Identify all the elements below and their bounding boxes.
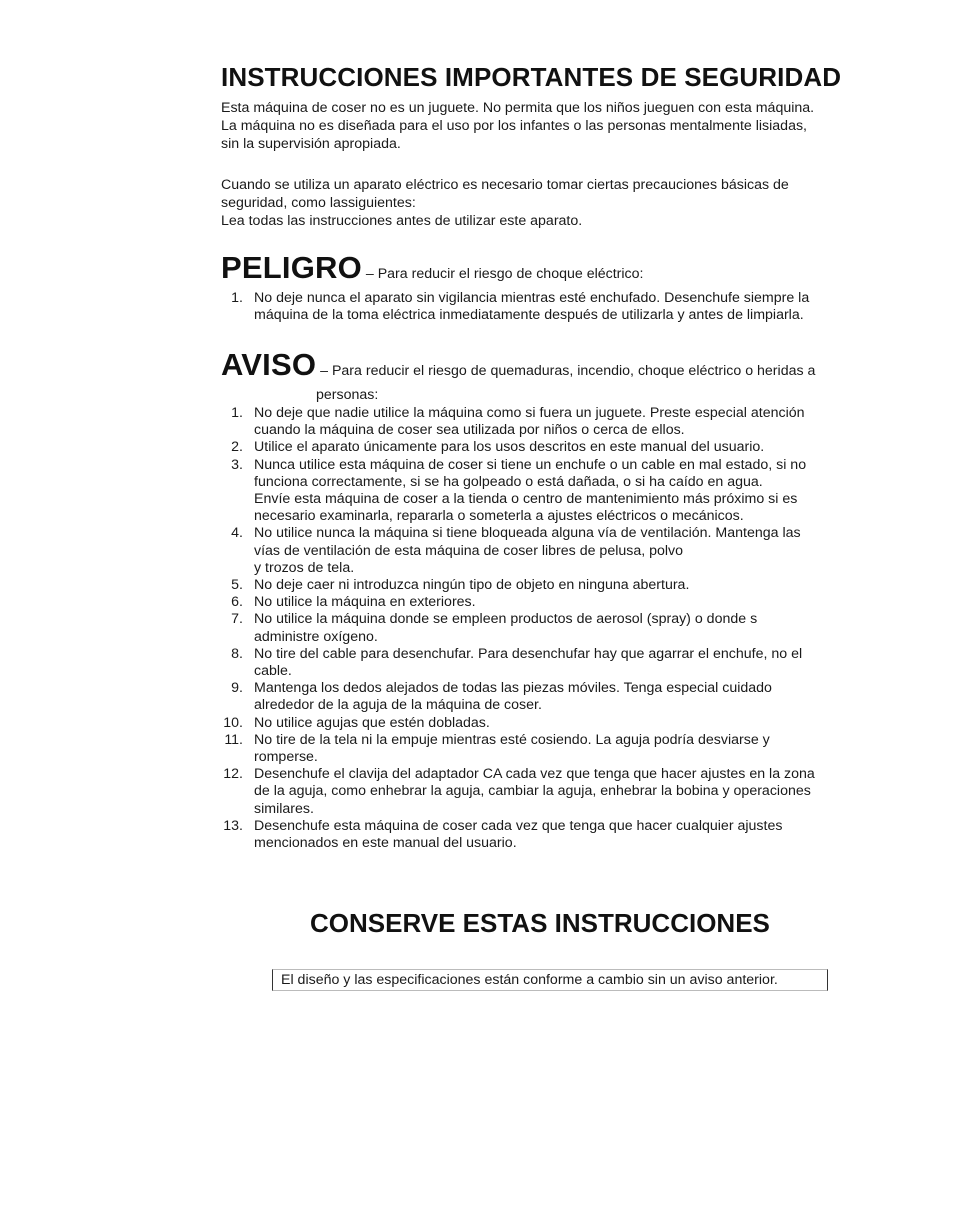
list-item-number: 10. bbox=[223, 714, 243, 731]
list-item-line: No utilice agujas que estén dobladas. bbox=[254, 714, 490, 731]
list-item-line: cuando la máquina de coser sea utilizada por niños o cerca de ellos. bbox=[254, 422, 685, 439]
list-item bbox=[221, 439, 815, 456]
list-item-line: de la aguja, como enhebrar la aguja, cambiar la aguja, enhebrar la bobina y operaciones bbox=[254, 783, 811, 800]
intro-paragraph-2 bbox=[221, 176, 789, 230]
intro-line: Lea todas las instrucciones antes de utilizar este aparato. bbox=[221, 213, 583, 229]
list-item-number: 1. bbox=[231, 405, 243, 421]
list-item-line: y trozos de tela. bbox=[254, 559, 355, 576]
aviso-word: AVISO bbox=[221, 347, 317, 382]
conserve-heading: CONSERVE ESTAS INSTRUCCIONES bbox=[310, 908, 770, 938]
list-item-number: 1. bbox=[231, 290, 243, 306]
list-item-line: mencionados en este manual del usuario. bbox=[254, 835, 517, 852]
intro-line: Cuando se utiliza un aparato eléctrico es necesario tomar ciertas precauciones básicas de bbox=[221, 177, 789, 193]
list-item-line: cable. bbox=[254, 663, 292, 680]
list-item-line: No utilice la máquina donde se empleen productos de aerosol (spray) o donde s bbox=[254, 611, 758, 628]
intro-line: sin la supervisión apropiada. bbox=[221, 136, 401, 152]
list-item-line: Desenchufe el clavija del adaptador CA cada vez que tenga que hacer ajustes en la zona bbox=[254, 766, 815, 783]
list-item-number: 2. bbox=[231, 439, 243, 456]
list-item-text bbox=[254, 611, 815, 645]
page-title: INSTRUCCIONES IMPORTANTES DE SEGURIDAD bbox=[221, 62, 842, 92]
list-item-line: alrededor de la aguja de la máquina de coser. bbox=[254, 697, 542, 714]
aviso-subtitle-continuation: personas: bbox=[316, 387, 379, 403]
list-item-text bbox=[254, 594, 815, 611]
list-item-line: vías de ventilación de esta máquina de coser libres de pelusa, polvo bbox=[254, 542, 684, 559]
list-item-line: romperse. bbox=[254, 749, 318, 766]
list-item bbox=[221, 577, 815, 594]
list-item bbox=[221, 457, 815, 526]
list-item bbox=[221, 611, 815, 645]
list-item bbox=[221, 405, 815, 439]
list-item-number: 11. bbox=[224, 731, 243, 748]
list-item-text bbox=[254, 818, 815, 852]
list-item-line: Desenchufe esta máquina de coser cada vez que tenga que hacer cualquier ajustes bbox=[254, 817, 783, 834]
list-item-number: 9. bbox=[231, 680, 243, 697]
aviso-list bbox=[221, 405, 815, 852]
specifications-note: El diseño y las especificaciones están conforme a cambio sin un aviso anterior. bbox=[272, 969, 828, 991]
list-item-text bbox=[254, 715, 815, 732]
list-item-text bbox=[254, 646, 815, 680]
intro-line: seguridad, como lassiguientes: bbox=[221, 195, 416, 211]
list-item-text bbox=[254, 525, 815, 577]
list-item-text bbox=[254, 457, 815, 526]
list-item-text bbox=[254, 290, 809, 324]
list-item-line: No deje nunca el aparato sin vigilancia mientras esté enchufado. Desenchufe siempre la bbox=[254, 290, 810, 306]
list-item-line: No deje caer ni introduzca ningún tipo de objeto en ninguna abertura. bbox=[254, 577, 690, 594]
list-item-text bbox=[254, 732, 815, 766]
list-item-line: Envíe esta máquina de coser a la tienda o centro de mantenimiento más próximo si es bbox=[254, 491, 798, 508]
list-item-line: máquina de la toma eléctrica inmediatamente después de utilizarla y antes de limpiarla. bbox=[254, 307, 804, 324]
list-item bbox=[221, 594, 815, 611]
list-item-number: 12. bbox=[223, 766, 243, 783]
list-item bbox=[221, 732, 815, 766]
list-item-line: No deje que nadie utilice la máquina como si fuera un juguete. Preste especial atención bbox=[254, 405, 805, 421]
list-item-text bbox=[254, 439, 815, 456]
list-item-line: Nunca utilice esta máquina de coser si tiene un enchufe o un cable en mal estado, si no bbox=[254, 456, 807, 473]
list-item-number: 13. bbox=[223, 817, 243, 834]
peligro-heading bbox=[221, 250, 643, 286]
list-item-number: 5. bbox=[231, 577, 243, 594]
list-item bbox=[221, 818, 815, 852]
list-item-number: 7. bbox=[231, 611, 243, 628]
list-item bbox=[221, 646, 815, 680]
list-item-line: necesario examinarla, repararla o someterla a ajustes eléctricos o mecánicos. bbox=[254, 508, 744, 525]
list-item-number: 3. bbox=[231, 456, 243, 473]
list-item-line: funciona correctamente, si se ha golpeado o está dañada, o si ha caído en agua. bbox=[254, 473, 763, 490]
list-item bbox=[221, 766, 815, 818]
list-item-line: No utilice nunca la máquina si tiene bloqueada alguna vía de ventilación. Mantenga las bbox=[254, 525, 801, 542]
list-item-number: 6. bbox=[231, 594, 243, 611]
peligro-list bbox=[221, 290, 809, 324]
list-item-line: similares. bbox=[254, 800, 314, 817]
list-item-number: 4. bbox=[231, 525, 243, 542]
peligro-subtitle: – Para reducir el riesgo de choque eléctrico: bbox=[361, 266, 644, 282]
list-item bbox=[221, 715, 815, 732]
list-item-line: Utilice el aparato únicamente para los usos descritos en este manual del usuario. bbox=[254, 439, 765, 456]
list-item-text bbox=[254, 680, 815, 714]
list-item-line: administre oxígeno. bbox=[254, 628, 378, 645]
peligro-word: PELIGRO bbox=[221, 250, 362, 285]
aviso-heading bbox=[221, 347, 815, 383]
list-item-number: 8. bbox=[231, 645, 243, 662]
intro-line: Esta máquina de coser no es un juguete. No permita que los niños jueguen con esta máquina. bbox=[221, 100, 815, 116]
list-item-text bbox=[254, 405, 815, 439]
list-item bbox=[221, 680, 815, 714]
intro-paragraph-1 bbox=[221, 99, 814, 153]
intro-line: La máquina no es diseñada para el uso por los infantes o las personas mentalmente lisiadas, bbox=[221, 118, 807, 134]
list-item-line: No utilice la máquina en exteriores. bbox=[254, 594, 476, 611]
list-item-text bbox=[254, 766, 815, 818]
aviso-subtitle: – Para reducir el riesgo de quemaduras, incendio, choque eléctrico o heridas a bbox=[316, 363, 816, 379]
list-item-line: No tire del cable para desenchufar. Para desenchufar hay que agarrar el enchufe, no el bbox=[254, 645, 803, 662]
list-item-line: Mantenga los dedos alejados de todas las piezas móviles. Tenga especial cuidado bbox=[254, 680, 772, 697]
list-item bbox=[221, 290, 809, 324]
list-item-text bbox=[254, 577, 815, 594]
list-item-line: No tire de la tela ni la empuje mientras esté cosiendo. La aguja podría desviarse y bbox=[254, 731, 770, 748]
list-item bbox=[221, 525, 815, 577]
